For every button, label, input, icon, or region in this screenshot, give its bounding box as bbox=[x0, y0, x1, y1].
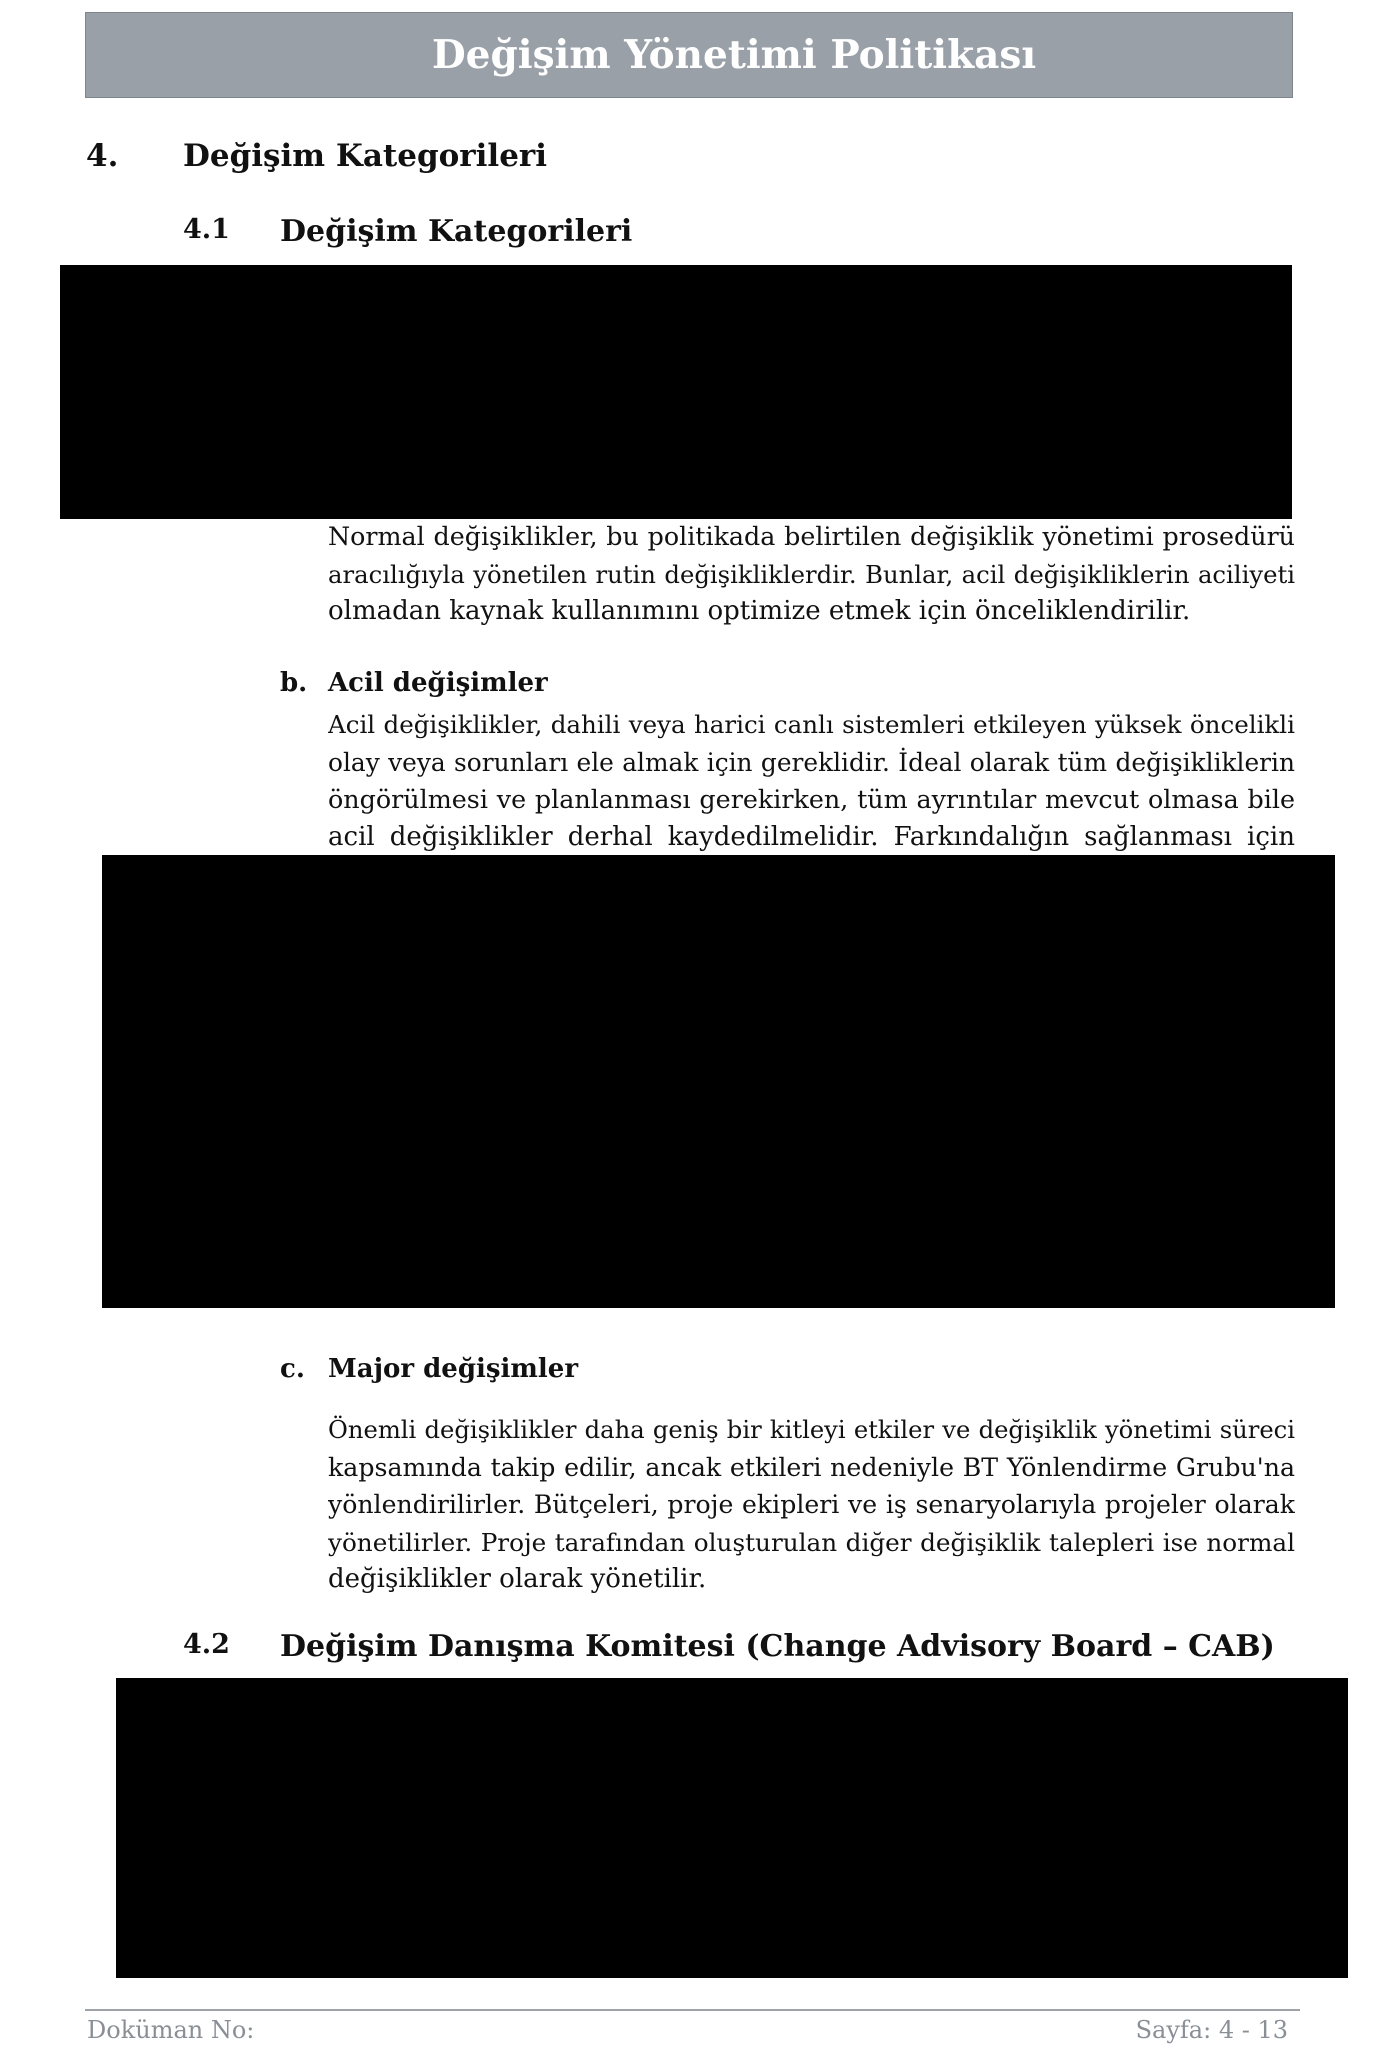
document-number-label: Doküman No: bbox=[87, 2016, 255, 2044]
paragraph-line: acil değişiklikler derhal kaydedilmelidir. Farkındalığın sağlanması için bbox=[328, 821, 1295, 852]
subsection-number: 4.2 bbox=[183, 1629, 230, 1660]
list-item-title: Major değişimler bbox=[328, 1354, 579, 1384]
paragraph-line: değişiklikler olarak yönetilir. bbox=[328, 1564, 707, 1594]
section-number: 4. bbox=[86, 138, 119, 174]
list-item-letter: c. bbox=[280, 1354, 305, 1384]
paragraph-line: olay veya sorunları ele almak için gereklidir. İdeal olarak tüm değişikliklerin bbox=[328, 747, 1295, 777]
paragraph-line: aracılığıyla yönetilen rutin değişikliklerdir. Bunlar, acil değişikliklerin aciliyeti bbox=[328, 559, 1295, 589]
section-title: Değişim Kategorileri bbox=[183, 138, 548, 174]
list-item-letter: b. bbox=[280, 668, 308, 698]
paragraph-line: öngörülmesi ve planlanması gerekirken, tüm ayrıntılar mevcut olmasa bile bbox=[328, 784, 1295, 814]
paragraph-line: Normal değişiklikler, bu politikada belirtilen değişiklik yönetimi prosedürü bbox=[328, 521, 1295, 551]
paragraph-line: olmadan kaynak kullanımını optimize etmek için önceliklendirilir. bbox=[328, 596, 1191, 626]
redaction-block bbox=[116, 1678, 1348, 1978]
normal-changes-paragraph bbox=[328, 518, 1295, 631]
paragraph-line: Önemli değişiklikler daha geniş bir kitleyi etkiler ve değişiklik yönetimi süreci bbox=[328, 1415, 1295, 1444]
subsection-title: Değişim Kategorileri bbox=[280, 214, 633, 249]
paragraph-line: kapsamında takip edilir, ancak etkileri nedeniyle BT Yönlendirme Grubu'na bbox=[328, 1452, 1295, 1482]
page-number: Sayfa: 4 - 13 bbox=[1135, 2016, 1288, 2044]
paragraph-line: Acil değişiklikler, dahili veya harici canlı sistemleri etkileyen yüksek öncelikli bbox=[328, 710, 1295, 739]
paragraph-line: yönlendirilirler. Bütçeleri, proje ekipleri ve iş senaryolarıyla projeler olarak bbox=[328, 1490, 1295, 1519]
subsection-title: Değişim Danışma Komitesi (Change Advisory Board – CAB) bbox=[280, 1629, 1275, 1664]
major-changes-paragraph bbox=[328, 1411, 1295, 1599]
redaction-block bbox=[60, 265, 1292, 519]
document-header bbox=[85, 12, 1293, 98]
footer-divider bbox=[85, 2009, 1300, 2011]
emergency-changes-paragraph bbox=[328, 706, 1295, 856]
paragraph-line: yönetilirler. Proje tarafından oluşturulan diğer değişiklik talepleri ise normal bbox=[328, 1527, 1295, 1557]
subsection-number: 4.1 bbox=[183, 214, 230, 245]
document-title: Değişim Yönetimi Politikası bbox=[431, 32, 1037, 78]
list-item-title: Acil değişimler bbox=[328, 668, 548, 698]
redaction-block bbox=[102, 855, 1335, 1308]
